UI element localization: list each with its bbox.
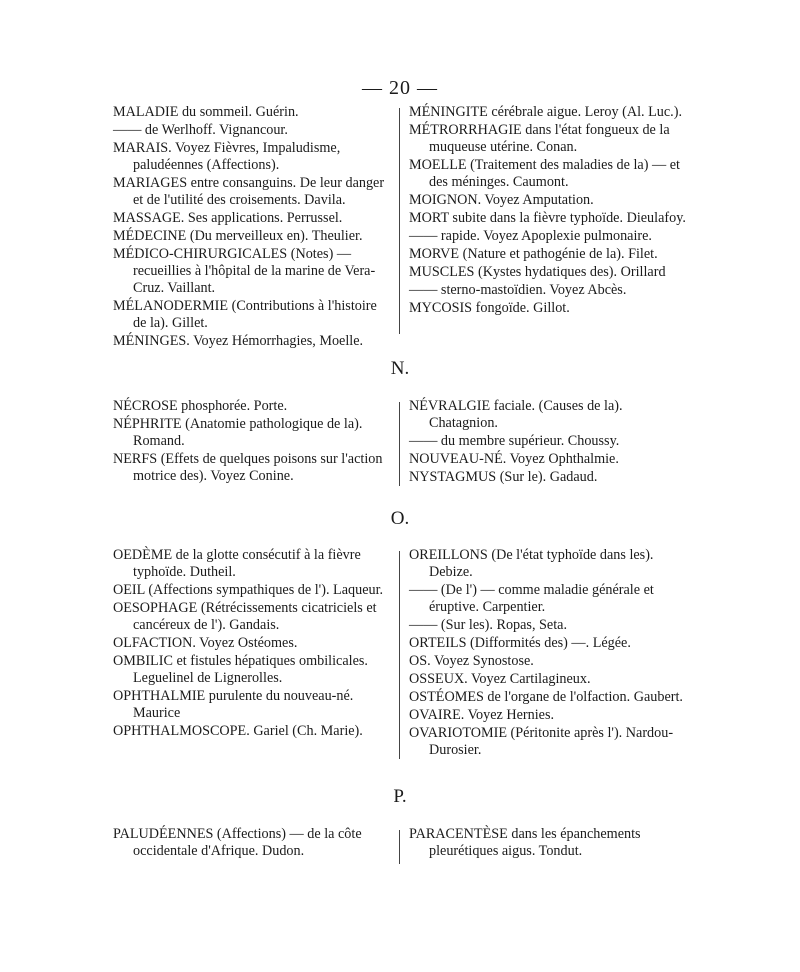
index-entry: OVAIRE. Voyez Hernies.: [409, 707, 555, 723]
column-divider: [399, 551, 400, 759]
index-entry: OSTÉOMES de l'organe de l'olfaction. Gaubert.: [409, 689, 683, 705]
section-n: [113, 398, 693, 488]
right-column: [409, 826, 689, 861]
left-column: [113, 398, 393, 486]
section-m: [113, 104, 693, 349]
index-entry: ORTEILS (Difformités des) —. Légée.: [409, 635, 631, 651]
index-entry: NÉPHRITE (Anatomie pathologique de la). Romand.: [113, 416, 363, 449]
index-entry: OMBILIC et fistules hépatiques ombilicales. Leguelinel de Lignerolles.: [113, 653, 368, 686]
index-entry: MORVE (Nature et pathogénie de la). Filet.: [409, 246, 658, 262]
index-entry: NERFS (Effets de quelques poisons sur l'action motrice des). Voyez Conine.: [113, 451, 383, 484]
index-entry: OREILLONS (De l'état typhoïde dans les). Debize.: [409, 547, 654, 580]
section-o: [113, 547, 693, 761]
index-entry: —— (De l') — comme maladie générale et éruptive. Carpentier.: [409, 582, 654, 615]
index-entry: OVARIOTOMIE (Péritonite après l'). Nardou-Durosier.: [409, 725, 674, 758]
index-entry: —— (Sur les). Ropas, Seta.: [409, 617, 568, 633]
index-entry: OEIL (Affections sympathiques de l'). Laqueur.: [113, 582, 384, 598]
column-divider: [399, 402, 400, 486]
index-entry: MORT subite dans la fièvre typhoïde. Dieulafoy.: [409, 210, 686, 226]
index-entry: MÉNINGITE cérébrale aigue. Leroy (Al. Luc.).: [409, 104, 682, 120]
index-entry: OESOPHAGE (Rétrécissements cicatriciels et cancéreux de l'). Gandais.: [113, 600, 377, 633]
right-column: [409, 547, 689, 760]
left-column: [113, 104, 393, 351]
index-entry: NYSTAGMUS (Sur le). Gadaud.: [409, 469, 598, 485]
index-entry: OPHTHALMIE purulente du nouveau-né. Maurice: [113, 688, 354, 721]
left-column: [113, 547, 393, 741]
index-entry: —— du membre supérieur. Choussy.: [409, 433, 620, 449]
index-entry: MARAIS. Voyez Fièvres, Impaludisme, paludéennes (Affections).: [113, 140, 341, 173]
left-column: [113, 826, 393, 861]
index-entry: MARIAGES entre consanguins. De leur danger et de l'utilité des croisements. Davila.: [113, 175, 385, 208]
index-entry: OPHTHALMOSCOPE. Gariel (Ch. Marie).: [113, 723, 363, 739]
section-letter: O.: [390, 508, 410, 529]
index-entry: MASSAGE. Ses applications. Perrussel.: [113, 210, 343, 226]
index-entry: OEDÈME de la glotte consécutif à la fièvre typhoïde. Dutheil.: [113, 547, 361, 580]
index-entry: PALUDÉENNES (Affections) — de la côte occidentale d'Afrique. Dudon.: [113, 826, 362, 859]
index-entry: MUSCLES (Kystes hydatiques des). Orillard: [409, 264, 666, 280]
index-entry: —— rapide. Voyez Apoplexie pulmonaire.: [409, 228, 652, 244]
page-number: — 20 —: [362, 77, 438, 99]
index-entry: MÉDICO-CHIRURGICALES (Notes) — recueillies à l'hôpital de la marine de Vera-Cruz. Vaillant.: [113, 246, 376, 296]
index-entry: MOELLE (Traitement des maladies de la) — et des méninges. Caumont.: [409, 157, 680, 190]
section-letter: N.: [390, 358, 410, 379]
index-entry: OSSEUX. Voyez Cartilagineux.: [409, 671, 591, 687]
index-entry: MALADIE du sommeil. Guérin.: [113, 104, 299, 120]
index-entry: NOUVEAU-NÉ. Voyez Ophthalmie.: [409, 451, 619, 467]
index-entry: NÉCROSE phosphorée. Porte.: [113, 398, 288, 414]
section-p: [113, 826, 693, 866]
index-entry: MÉTRORRHAGIE dans l'état fongueux de la muqueuse utérine. Conan.: [409, 122, 670, 155]
index-entry: PARACENTÈSE dans les épanchements pleurétiques aigus. Tondut.: [409, 826, 641, 859]
column-divider: [399, 830, 400, 864]
right-column: [409, 398, 689, 487]
index-entry: —— sterno-mastoïdien. Voyez Abcès.: [409, 282, 627, 298]
column-divider: [399, 108, 400, 334]
right-column: [409, 104, 689, 318]
index-entry: MÉLANODERMIE (Contributions à l'histoire de la). Gillet.: [113, 298, 377, 331]
section-letter: P.: [393, 786, 407, 807]
index-entry: MOIGNON. Voyez Amputation.: [409, 192, 594, 208]
index-entry: OS. Voyez Synostose.: [409, 653, 534, 669]
index-entry: OLFACTION. Voyez Ostéomes.: [113, 635, 298, 651]
index-entry: MYCOSIS fongoïde. Gillot.: [409, 300, 570, 316]
index-entry: —— de Werlhoff. Vignancour.: [113, 122, 288, 138]
index-entry: NÉVRALGIE faciale. (Causes de la). Chatagnion.: [409, 398, 623, 431]
index-entry: MÉDECINE (Du merveilleux en). Theulier.: [113, 228, 363, 244]
index-entry: MÉNINGES. Voyez Hémorrhagies, Moelle.: [113, 333, 364, 349]
